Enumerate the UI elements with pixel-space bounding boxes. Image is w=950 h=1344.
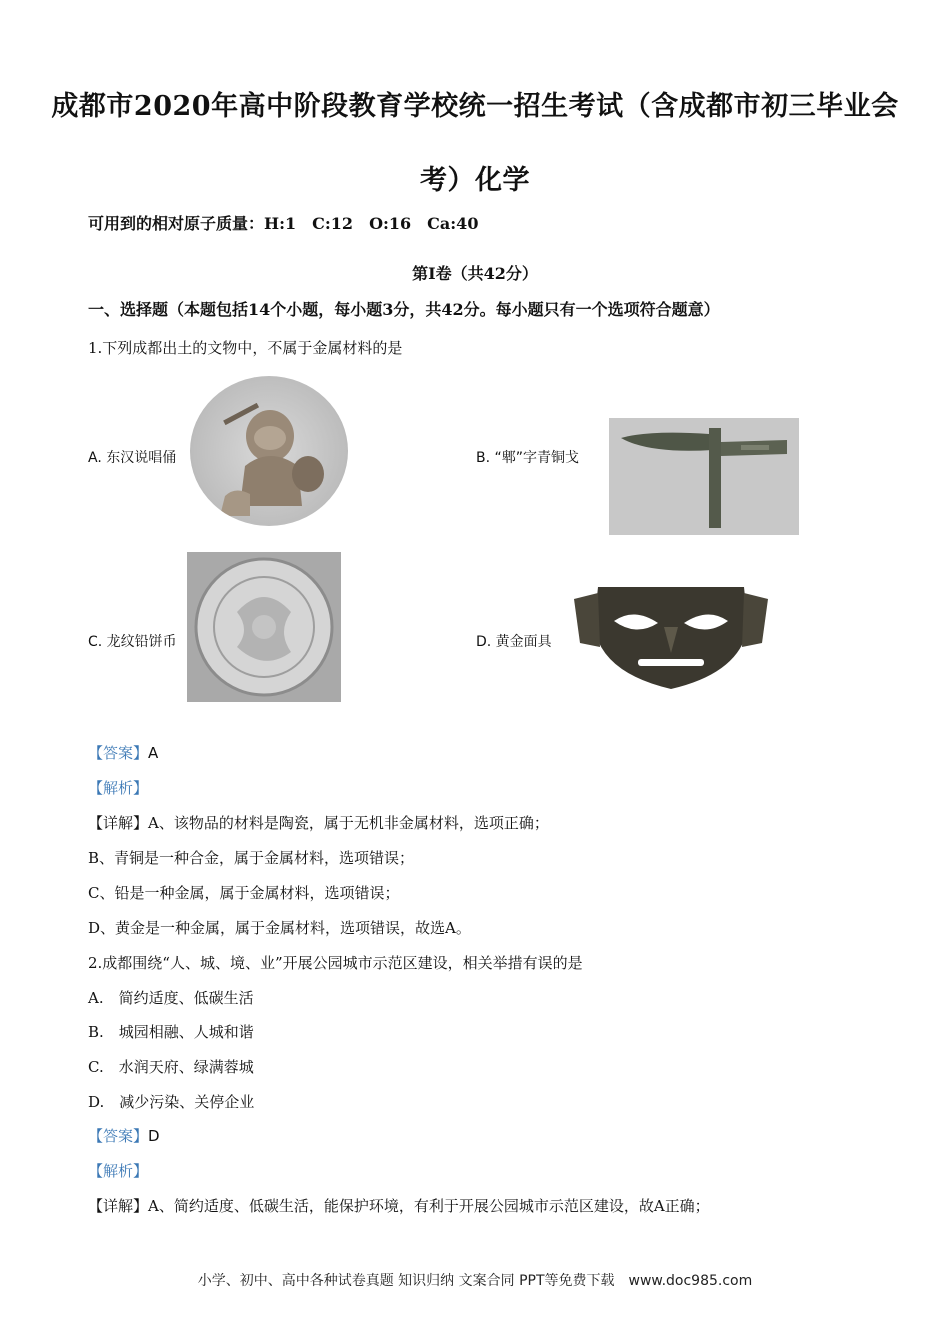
q2-option-b: B. 城园相融、人城和谐	[88, 1023, 254, 1041]
q2-option-d: D. 减少污染、关停企业	[88, 1093, 255, 1111]
q1-detail-line-1: A、该物品的材料是陶瓷，属于无机非金属材料，选项正确；	[148, 814, 549, 832]
q1-stem: 1.下列成都出土的文物中，不属于金属材料的是	[88, 339, 403, 357]
q1-detail-tag: 【详解】	[88, 814, 149, 832]
q2-stem: 2.成都围绕“人、城、境、业”开展公园城市示范区建设，相关举措有误的是	[88, 954, 583, 972]
atomic-masses: 可用到的相对原子质量：H:1 C:12 O:16 Ca:40	[88, 214, 479, 233]
q2-answer: D	[148, 1127, 160, 1145]
q2-option-c: C. 水润天府、绿满蓉城	[88, 1058, 254, 1076]
footer-text: 小学、初中、高中各种试卷真题 知识归纳 文案合同 PPT等免费下载 www.doc985.com	[197, 1273, 753, 1289]
coin-image	[187, 552, 341, 702]
gold-mask-image	[568, 577, 774, 695]
q2-option-a: A. 简约适度、低碳生活	[88, 989, 254, 1007]
exam-title-line1: 成都市2020年高中阶段教育学校统一招生考试（含成都市初三毕业会	[51, 91, 899, 122]
coin-photo	[187, 552, 341, 702]
q2-analysis-tag: 【解析】	[88, 1162, 149, 1180]
figurine-photo	[190, 376, 348, 526]
q1-answer: A	[148, 744, 159, 762]
section-heading: 第Ⅰ卷（共42分）	[412, 264, 538, 283]
q1-detail-line-2: B、青铜是一种合金，属于金属材料，选项错误；	[88, 849, 415, 867]
q2-answer-tag: 【答案】	[88, 1127, 149, 1145]
q2-detail-line: A、简约适度、低碳生活，能保护环境，有利于开展公园城市示范区建设，故A正确；	[148, 1197, 710, 1215]
q1-answer-tag: 【答案】	[88, 744, 149, 762]
q1-detail-line-4: D、黄金是一种金属，属于金属材料，选项错误，故选A。	[88, 919, 471, 937]
exam-title-line2: 考）化学	[420, 165, 530, 196]
q2-detail-tag: 【详解】	[88, 1197, 149, 1215]
q1-option-a: A. 东汉说唱俑	[88, 450, 177, 466]
gold-mask-photo	[568, 577, 774, 695]
q1-analysis-tag: 【解析】	[88, 779, 149, 797]
bronze-ge-image	[609, 418, 799, 535]
q1-option-d: D. 黄金面具	[476, 634, 552, 650]
q1-option-b: B. “郫”字青铜戈	[476, 450, 580, 466]
figurine-image	[190, 376, 348, 526]
q1-option-c: C. 龙纹铅饼币	[88, 634, 177, 650]
bronze-ge-photo	[609, 418, 799, 535]
part-heading: 一、选择题（本题包括14个小题，每小题3分，共42分。每小题只有一个选项符合题意）	[88, 300, 720, 319]
q1-detail-line-3: C、铅是一种金属，属于金属材料，选项错误；	[88, 884, 400, 902]
